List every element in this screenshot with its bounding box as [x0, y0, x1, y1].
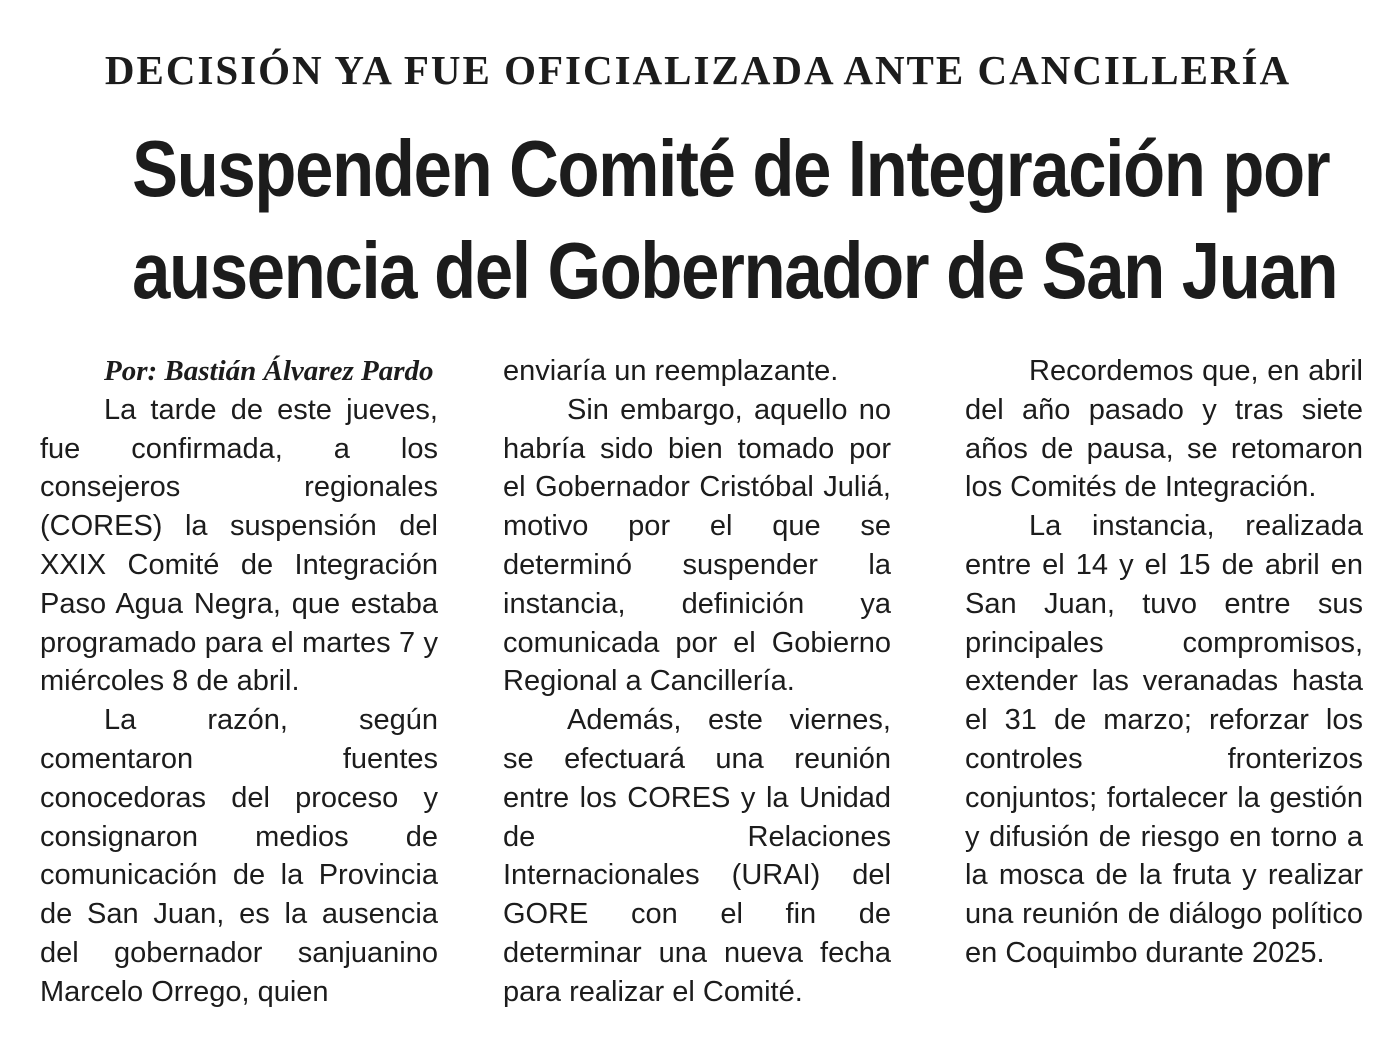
headline-line-2: ausencia del Gobernador de San Juan: [132, 226, 1338, 315]
byline: Por: Bastián Álvarez Pardo: [104, 355, 434, 387]
headline-line-1: Suspenden Comité de Integración por: [132, 124, 1330, 213]
paragraph: La tarde de este jueves, fue confirmada, a los consejeros regionales (CORES) la suspensión del XXIX Comité de Integración Paso Agua Negra, que estaba programado para el martes 7 y miércoles 8 de abril.: [40, 393, 438, 698]
paragraph: La instancia, realizada entre el 14 y el 15 de abril en San Juan, tuvo entre sus principales compromisos, extender las veranadas hasta el 31 de marzo; reforzar los controles fronterizos conjuntos; fortalecer la gestión y difusión de riesgo en torno a la mosca de la fruta y realizar una reunión de diálogo político en Coquimbo durante 2025.: [965, 510, 1363, 969]
paragraph: Sin embargo, aquello no habría sido bien tomado por el Gobernador Cristóbal Juliá, motivo por el que se determinó suspender la instancia, definición ya comunicada por el Gobierno Regional a Cancillería.: [503, 393, 891, 698]
article-headline: [132, 118, 1338, 322]
article-column-3: [965, 352, 1363, 973]
paragraph: Recordemos que, en abril del año pasado y tras siete años de pausa, se retomaron los Comités de Integración.: [965, 355, 1363, 504]
article-column-2: [503, 352, 891, 1012]
paragraph: La razón, según comentaron fuentes conocedoras del proceso y consignaron medios de comunicación de la Provincia de San Juan, es la ausencia del gobernador sanjuanino Marcelo Orrego, quien: [40, 704, 438, 1008]
paragraph-continued: enviaría un reemplazante.: [503, 355, 839, 387]
article-column-1: [40, 352, 438, 1012]
paragraph: Además, este viernes, se efectuará una reunión entre los CORES y la Unidad de Relaciones Internacionales (URAI) del GORE con el fin de determinar una nueva fecha para realizar el Comité.: [503, 704, 891, 1008]
article-kicker: DECISIÓN YA FUE OFICIALIZADA ANTE CANCILLERÍA: [104, 47, 1292, 93]
